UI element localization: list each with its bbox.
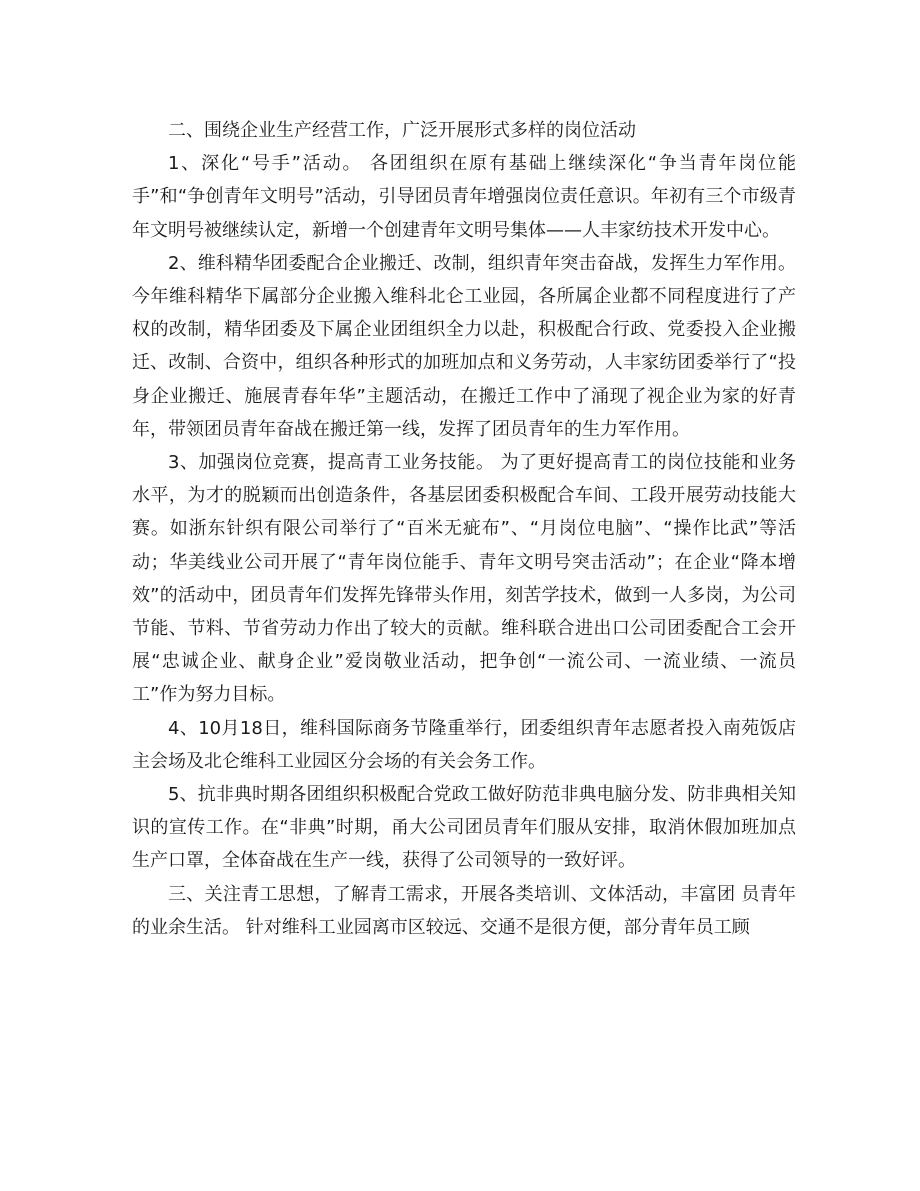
section-heading-3: 三、关注青工思想，了解青工需求，开展各类培训、文体活动，丰富团 员青年的业余生活。 针对维科工业园离市区较远、交通不是很方便，部分青年员工顾 xyxy=(132,883,796,938)
paragraph-item-2: 2、维科精华团委配合企业搬迁、改制，组织青年突击奋战，发挥生力军作用。 今年维科精华下属部分企业搬入维科北仑工业园，各所属企业都不同程度进行了产权的改制，精华团委及下属企业团组织全力以赴，积极配合行政、党委投入企业搬迁、改制、合资中，组织各种形式的加班加点和义务劳动，人丰家纺团委举行了“投身企业搬迁、施展青春年华”主题活动，在搬迁工作中了涌现了视企业为家的好青年，带领团员青年奋战在搬迁第一线，发挥了团员青年的生力军作用。 xyxy=(132,252,796,440)
paragraph-item-4: 4、10月18日，维科国际商务节隆重举行，团委组织青年志愿者投入南苑饭店主会场及北仑维科工业园区分会场的有关会务工作。 xyxy=(132,717,796,772)
document-body xyxy=(132,114,796,944)
section-heading-2: 二、围绕企业生产经营工作，广泛开展形式多样的岗位活动 xyxy=(168,120,636,141)
paragraph-item-5: 5、抗非典时期各团组织积极配合党政工做好防范非典电脑分发、防非典相关知识的宣传工作。在“非典”时期，甬大公司团员青年们服从安排，取消休假加班加点生产口罩，全体奋战在生产一线，获得了公司领导的一致好评。 xyxy=(132,784,796,872)
paragraph-item-3: 3、加强岗位竞赛，提高青工业务技能。 为了更好提高青工的岗位技能和业务水平，为才的脱颖而出创造条件，各基层团委积极配合车间、工段开展劳动技能大赛。如浙东针织有限公司举行了“百米无疵布”、“月岗位电脑”、“操作比武”等活动；华美线业公司开展了“青年岗位能手、青年文明号突击活动”；在企业“降本增效”的活动中，团员青年们发挥先锋带头作用，刻苦学技术，做到一人多岗，为公司节能、节料、节省劳动力作出了较大的贡献。维科联合进出口公司团委配合工会开展“忠诚企业、献身企业”爱岗敬业活动，把争创“一流公司、一流业绩、一流员工”作为努力目标。 xyxy=(132,452,796,706)
paragraph-item-1: 1、深化“号手”活动。 各团组织在原有基础上继续深化“争当青年岗位能手”和“争创青年文明号”活动，引导团员青年增强岗位责任意识。年初有三个市级青年文明号被继续认定，新增一个创建青年文明号集体——人丰家纺技术开发中心。 xyxy=(132,153,796,241)
